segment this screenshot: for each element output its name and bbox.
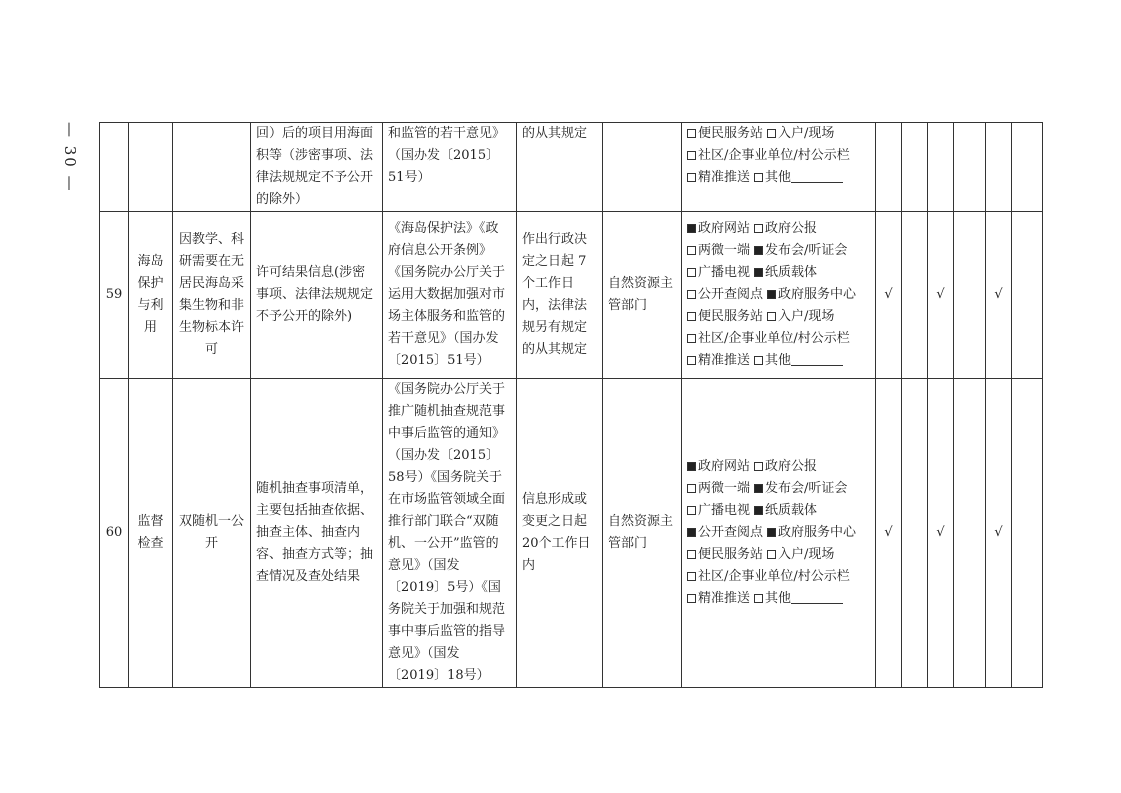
channel-label: 精准推送 [698,170,751,185]
unchecked-box-icon [687,550,696,559]
checked-box-icon [687,528,696,537]
disclosure-table [99,122,1043,688]
checked-box-icon [754,268,763,277]
channel-option [767,126,834,141]
mark-cell [928,123,954,212]
unchecked-box-icon [754,224,763,233]
channel-option [754,243,847,258]
mark-cell [876,123,902,212]
time-limit-cell: 的从其规定 [517,123,603,212]
channel-option [687,287,763,302]
mark-cell [902,212,928,379]
unchecked-box-icon [754,356,763,365]
channel-option [687,547,763,562]
channel-line [687,284,870,306]
channel-label: 两微一端 [698,481,751,496]
page-number: — 30 — [61,121,79,193]
channel-label: 其他 [765,591,792,606]
unchecked-box-icon [687,484,696,493]
channel-label: 社区/企事业单位/村公示栏 [698,569,850,584]
channel-label: 发布会/听证会 [765,481,848,496]
checked-box-icon [687,462,696,471]
channel-option [687,265,750,280]
channel-option [687,353,750,368]
department-cell: 自然资源主管部门 [603,379,682,688]
unchecked-box-icon [754,173,763,182]
unchecked-box-icon [687,312,696,321]
channels-cell [682,212,876,379]
checked-box-icon [767,528,776,537]
checked-box-icon [767,290,776,299]
channel-label: 入户/现场 [778,309,835,324]
mark-cell [1012,123,1043,212]
unchecked-box-icon [687,334,696,343]
mark-cell [902,123,928,212]
channel-label: 精准推送 [698,353,751,368]
mark-cell [1012,379,1043,688]
channel-label: 入户/现场 [778,547,835,562]
checked-box-icon [754,506,763,515]
channel-option [754,459,817,474]
unchecked-box-icon [687,506,696,515]
channel-option [687,331,850,346]
channel-line [687,478,870,500]
channel-option [754,353,843,368]
channel-option [687,459,750,474]
item-cell [173,123,251,212]
channel-label: 广播电视 [698,265,751,280]
channel-option [754,481,847,496]
channel-label: 政府公报 [765,459,818,474]
channel-line [687,522,870,544]
channel-line [687,306,870,328]
content-cell: 回）后的项目用海面积等（涉密事项、法律法规规定不予公开的除外） [251,123,383,212]
channel-option [687,503,750,518]
channels-cell [682,123,876,212]
unchecked-box-icon [754,462,763,471]
channel-option [767,287,856,302]
channel-line [687,145,870,167]
channel-option [767,309,834,324]
channel-label: 便民服务站 [698,126,764,141]
mark-cell: √ [986,212,1012,379]
blank-line [791,591,843,604]
channel-line [687,566,870,588]
channel-option [687,243,750,258]
unchecked-box-icon [687,151,696,160]
channel-label: 政府公报 [765,221,818,236]
table-row [100,123,1043,212]
table-row [100,379,1043,688]
channel-label: 两微一端 [698,243,751,258]
channel-option [767,547,834,562]
channel-option [687,481,750,496]
channel-label: 便民服务站 [698,547,764,562]
channel-label: 政府服务中心 [778,525,857,540]
mark-cell [954,123,986,212]
channel-option [754,170,843,185]
channel-label: 社区/企事业单位/村公示栏 [698,148,850,163]
mark-cell: √ [876,379,902,688]
channel-label: 入户/现场 [778,126,835,141]
category-cell: 监督检查 [129,379,173,688]
time-limit-cell: 信息形成或变更之日起 20个工作日内 [517,379,603,688]
channel-label: 便民服务站 [698,309,764,324]
channel-option [687,525,763,540]
channel-line [687,167,870,189]
channel-label: 其他 [765,353,792,368]
mark-cell: √ [876,212,902,379]
unchecked-box-icon [687,129,696,138]
mark-cell: √ [986,379,1012,688]
item-cell: 双随机一公开 [173,379,251,688]
unchecked-box-icon [767,129,776,138]
channel-line [687,456,870,478]
mark-cell [902,379,928,688]
channel-label: 政府网站 [698,459,751,474]
content-cell: 许可结果信息(涉密事项、法律法规规定不予公开的除外) [251,212,383,379]
row-number: 59 [100,212,129,379]
unchecked-box-icon [687,173,696,182]
checked-box-icon [754,246,763,255]
channel-label: 其他 [765,170,792,185]
channel-line [687,240,870,262]
channel-label: 社区/企事业单位/村公示栏 [698,331,850,346]
mark-cell [954,379,986,688]
channel-option [687,126,763,141]
channel-line [687,500,870,522]
department-cell [603,123,682,212]
channel-label: 发布会/听证会 [765,243,848,258]
unchecked-box-icon [767,312,776,321]
basis-cell: 和监管的若干意见》（国办发〔2015〕51号） [383,123,517,212]
channels-cell [682,379,876,688]
channel-line [687,588,870,610]
unchecked-box-icon [687,356,696,365]
unchecked-box-icon [687,268,696,277]
mark-cell: √ [928,379,954,688]
channel-option [754,503,817,518]
department-cell: 自然资源主管部门 [603,212,682,379]
channel-label: 精准推送 [698,591,751,606]
channel-line [687,328,870,350]
unchecked-box-icon [754,594,763,603]
row-number: 60 [100,379,129,688]
channel-line [687,123,870,145]
channel-line [687,544,870,566]
row-number [100,123,129,212]
unchecked-box-icon [687,572,696,581]
channel-option [687,591,750,606]
blank-line [791,170,843,183]
item-cell: 因教学、科研需要在无居民海岛采集生物和非生物标本许可 [173,212,251,379]
channel-label: 广播电视 [698,503,751,518]
time-limit-cell: 作出行政决定之日起 7 个工作日内，法律法规另有规定的从其规定 [517,212,603,379]
category-cell [129,123,173,212]
channel-label: 纸质载体 [765,503,818,518]
category-cell: 海岛保护与利用 [129,212,173,379]
blank-line [791,353,843,366]
channel-option [687,170,750,185]
channel-label: 政府网站 [698,221,751,236]
basis-cell: 《海岛保护法》《政府信息公开条例》《国务院办公厅关于运用大数据加强对市场主体服务和监管的若干意见》（国办发〔2015〕51号） [383,212,517,379]
channel-option [754,591,843,606]
mark-cell: √ [928,212,954,379]
channel-option [754,221,817,236]
mark-cell [1012,212,1043,379]
channel-option [687,221,750,236]
channel-option [687,309,763,324]
channel-label: 政府服务中心 [778,287,857,302]
channel-option [687,569,850,584]
channel-label: 公开查阅点 [698,287,764,302]
channel-label: 纸质载体 [765,265,818,280]
channel-option [767,525,856,540]
basis-cell: 《国务院办公厅关于推广随机抽查规范事中事后监管的通知》（国办发〔2015〕58号）《国务院关于在市场监管领域全面推行部门联合“双随机、一公开”监管的意见》（国发〔2019〕5号）《国务院关于加强和规范事中事后监管的指导意见》（国发〔2019〕18号） [383,379,517,688]
mark-cell [986,123,1012,212]
channel-line [687,218,870,240]
channel-option [754,265,817,280]
channel-label: 公开查阅点 [698,525,764,540]
unchecked-box-icon [687,246,696,255]
mark-cell [954,212,986,379]
checked-box-icon [687,224,696,233]
content-cell: 随机抽查事项清单，主要包括抽查依据、抽查主体、抽查内容、抽查方式等；抽查情况及查处结果 [251,379,383,688]
unchecked-box-icon [767,550,776,559]
unchecked-box-icon [687,290,696,299]
table-row [100,212,1043,379]
channel-line [687,262,870,284]
channel-option [687,148,850,163]
unchecked-box-icon [687,594,696,603]
channel-line [687,350,870,372]
checked-box-icon [754,484,763,493]
